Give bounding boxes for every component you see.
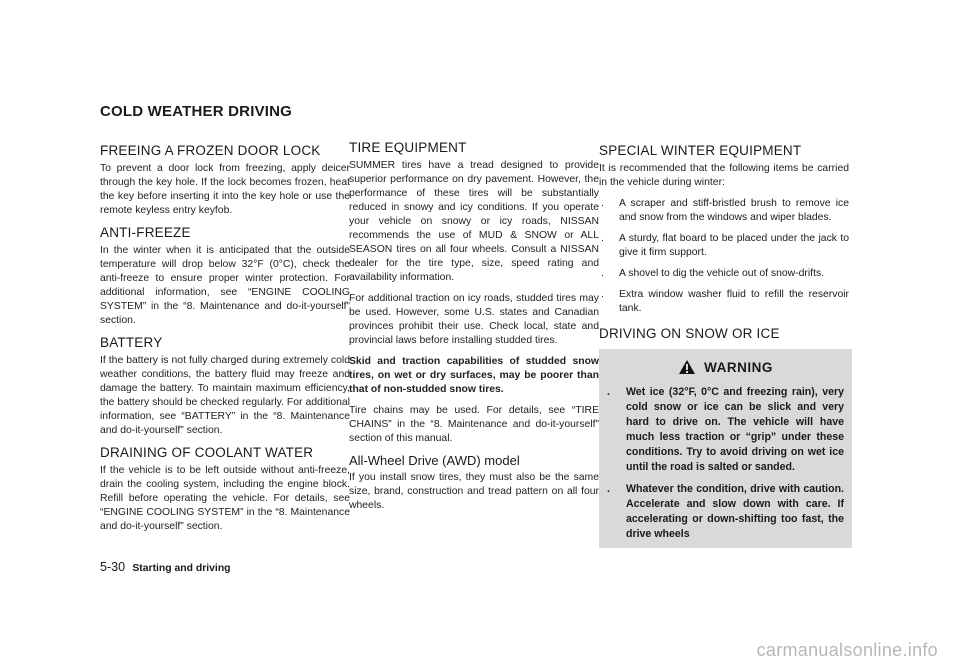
bullet: . (601, 289, 604, 300)
warning-box (599, 349, 852, 548)
section-heading: DRAINING OF COOLANT WATER (100, 445, 314, 460)
warning-list (599, 385, 852, 542)
section-heading: DRIVING ON SNOW OR ICE (599, 326, 780, 341)
page-number: 5-30 (100, 560, 126, 574)
section-door-lock (100, 143, 350, 218)
section-paragraph: If the vehicle is to be left outside without anti-freeze, drain the cooling system, including the engine block. Refill before operating the vehicle. For details, see “ENGINE COOLING SYSTEM” in the “8. Maintenance and do-it-yourself” section. (100, 465, 350, 532)
left-column (100, 143, 350, 541)
subsection-heading: All-Wheel Drive (AWD) model (349, 453, 520, 468)
section-paragraph: It is recommended that the following items be carried in the vehicle during winter: (599, 163, 849, 188)
warning-triangle-icon (678, 359, 696, 375)
section-battery (100, 335, 350, 438)
section-paragraph: Tire chains may be used. For details, see “TIRE CHAINS” in the “8. Maintenance and do-it-yourself” section of this manual. (349, 405, 599, 444)
list-item (599, 288, 849, 316)
section-heading: ANTI-FREEZE (100, 225, 191, 240)
section-heading: SPECIAL WINTER EQUIPMENT (599, 143, 802, 158)
bullet: . (601, 198, 604, 209)
bullet: . (607, 386, 610, 398)
section-label: Starting and driving (132, 563, 231, 574)
middle-column (349, 140, 599, 520)
warning-item-text: Wet ice (32°F, 0°C and freezing rain), very cold snow or ice can be slick and very hard to drive on. The vehicle will have much less traction or “grip” under these conditions. Try to avoid driving on wet ice until the road is salted or sanded. (626, 386, 844, 473)
list-item-text: A shovel to dig the vehicle out of snow-drifts. (619, 268, 825, 279)
list-item-text: Extra window washer fluid to refill the reservoir tank. (619, 289, 849, 314)
bullet: . (607, 483, 610, 495)
section-paragraph: SUMMER tires have a tread designed to provide superior performance on dry pavement. However, the performance of these tires will be substantially reduced in snowy and icy conditions. If you operate your vehicle on snowy or icy roads, NISSAN recommends the use of MUD & SNOW or ALL SEASON tires on all four wheels. Consult a NISSAN dealer for the tire type, size, speed rating and availability information. (349, 160, 599, 283)
right-column (599, 143, 849, 548)
section-paragraph: If you install snow tires, they must also be the same size, brand, construction and tread pattern on all four wheels. (349, 472, 599, 511)
bullet: . (601, 233, 604, 244)
section-paragraph: To prevent a door lock from freezing, apply deicer through the key hole. If the lock becomes frozen, heat the key before inserting it into the key hole or use the remote keyless entry keyfob. (100, 163, 350, 216)
list-item-text: A scraper and stiff-bristled brush to remove ice and snow from the windows and wiper blades. (619, 198, 849, 223)
list-item-text: A sturdy, flat board to be placed under the jack to give it firm support. (619, 233, 849, 258)
section-heading: BATTERY (100, 335, 163, 350)
equipment-list (599, 197, 849, 316)
section-paragraph: In the winter when it is anticipated that the outside temperature will drop below 32°F (0°C), check the anti-freeze to ensure proper winter protection. For additional information, see “ENGINE COOLING SYSTEM” in the “8. Maintenance and do-it-yourself” section. (100, 245, 350, 326)
list-item (599, 197, 849, 225)
list-item (599, 232, 849, 260)
section-heading: TIRE EQUIPMENT (349, 140, 467, 155)
warning-item (605, 385, 844, 475)
warning-label: WARNING (704, 360, 773, 375)
page-title: COLD WEATHER DRIVING (100, 103, 293, 120)
page-footer (100, 560, 231, 574)
section-paragraph: If the battery is not fully charged during extremely cold weather conditions, the battery fluid may freeze and damage the battery. To maintain maximum efficiency, the battery should be checked regularly. For additional information, see “BATTERY” in the “8. Maintenance and do-it-yourself” section. (100, 355, 350, 436)
list-item (599, 267, 849, 281)
warning-header (599, 359, 852, 375)
section-paragraph: For additional traction on icy roads, studded tires may be used. However, some U.S. states and Canadian provinces prohibit their use. Check local, state and provincial laws before installing studded tires. (349, 293, 599, 346)
watermark: carmanualsonline.info (756, 640, 938, 660)
section-draining-coolant (100, 445, 350, 534)
warning-item-text: Whatever the condition, drive with caution. Accelerate and slow down with care. If accelerating or down-shifting too fast, the drive wheels (626, 483, 844, 540)
bullet: . (601, 268, 604, 279)
section-heading: FREEING A FROZEN DOOR LOCK (100, 143, 321, 158)
warning-item (605, 482, 844, 542)
section-anti-freeze (100, 225, 350, 328)
caution-paragraph: Skid and traction capabilities of studded snow tires, on wet or dry surfaces, may be poorer than that of non-studded snow tires. (349, 356, 599, 395)
